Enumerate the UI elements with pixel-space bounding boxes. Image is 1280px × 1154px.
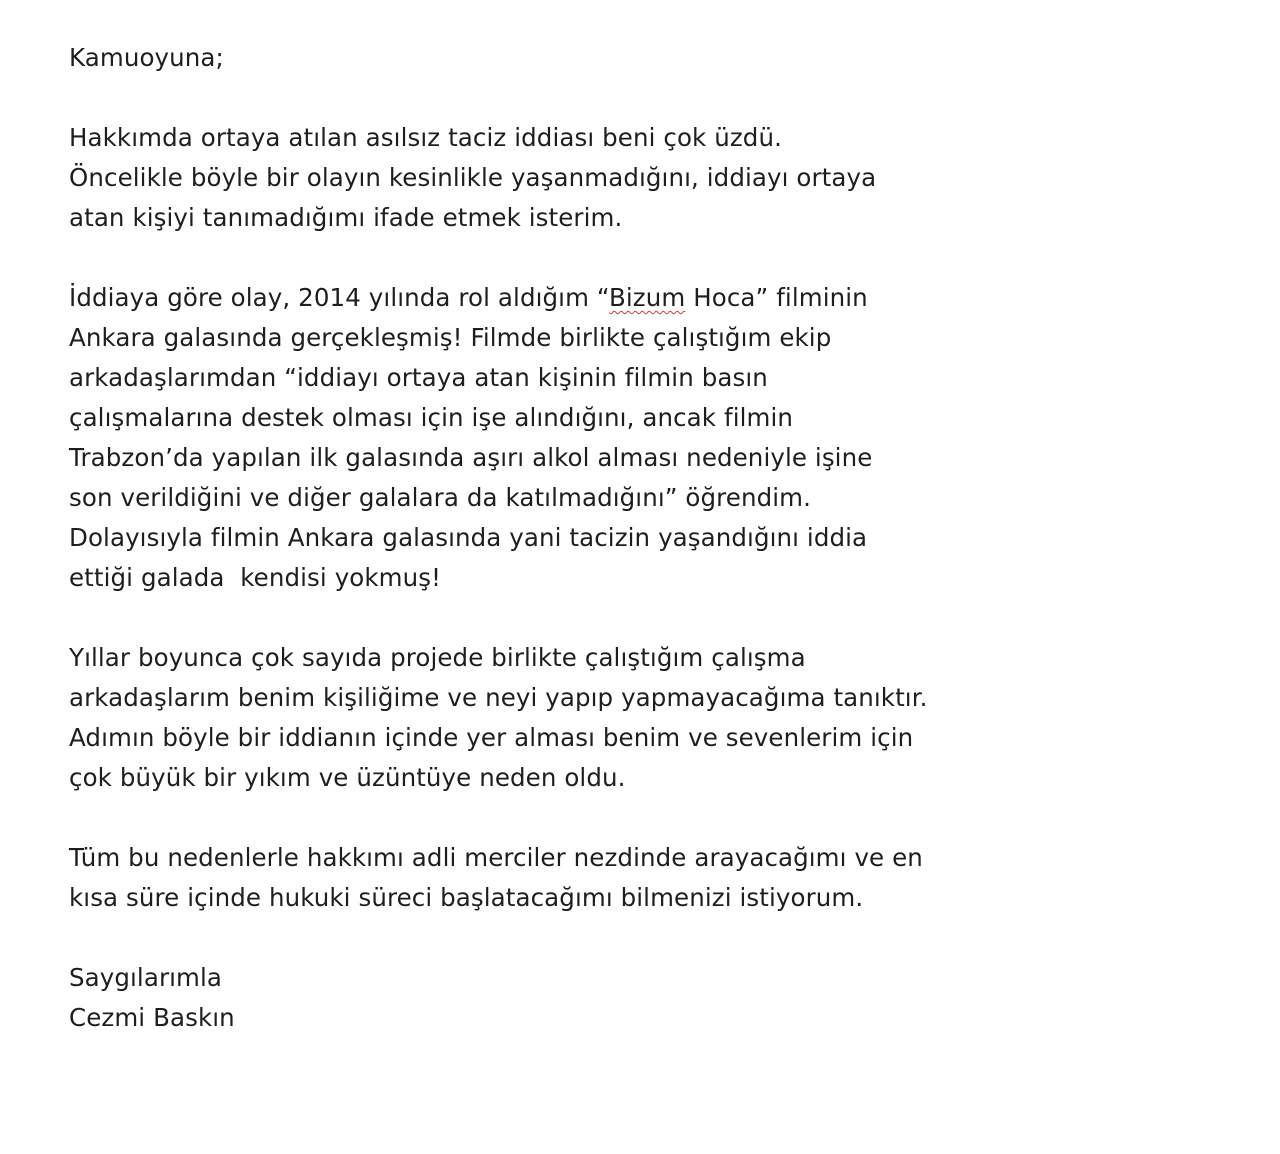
paragraph-gap — [69, 78, 1249, 118]
paragraph-account — [69, 278, 1249, 598]
text-line: son verildiğini ve diğer galalara da katılmadığını” öğrendim. — [69, 483, 811, 512]
text-line: çok büyük bir yıkım ve üzüntüye neden oldu. — [69, 763, 626, 792]
paragraph-denial — [69, 118, 1249, 238]
text-segment: İddiaya göre olay, 2014 yılında rol aldığım “ — [69, 283, 609, 312]
paragraph-colleagues — [69, 638, 1249, 798]
text-line: çalışmalarına destek olması için işe alındığını, ancak filmin — [69, 403, 794, 432]
salutation: Kamuoyuna; — [69, 43, 224, 72]
closing: Saygılarımla — [69, 963, 223, 992]
paragraph-gap — [69, 598, 1249, 638]
text-line: arkadaşlarımdan “iddiayı ortaya atan kişinin filmin basın — [69, 363, 768, 392]
paragraph-gap — [69, 238, 1249, 278]
text-line: kısa süre içinde hukuki süreci başlatacağımı bilmenizi istiyorum. — [69, 883, 864, 912]
text-line: Hakkımda ortaya atılan asılsız taciz iddiası beni çok üzdü. — [69, 123, 782, 152]
spellcheck-underlined-word: Bizum — [608, 283, 686, 312]
text-line: Yıllar boyunca çok sayıda projede birlikte çalıştığım çalışma — [69, 643, 806, 672]
text-segment: Hoca” filminin — [685, 283, 868, 312]
text-line: Dolayısıyla filmin Ankara galasında yani tacizin yaşandığını iddia — [69, 523, 868, 552]
paragraph-gap — [69, 918, 1249, 958]
text-line: Trabzon’da yapılan ilk galasında aşırı alkol alması nedeniyle işine — [69, 443, 873, 472]
text-line: Tüm bu nedenlerle hakkımı adli merciler nezdinde arayacağımı ve en — [69, 843, 923, 872]
text-line: Öncelikle böyle bir olayın kesinlikle yaşanmadığını, iddiayı ortaya — [69, 163, 877, 192]
paragraph-gap — [69, 798, 1249, 838]
text-line: Ankara galasında gerçekleşmiş! Filmde birlikte çalıştığım ekip — [69, 323, 832, 352]
signature-name: Cezmi Baskın — [69, 1003, 235, 1032]
text-line: arkadaşlarım benim kişiliğime ve neyi yapıp yapmayacağıma tanıktır. — [69, 683, 928, 712]
text-line: ettiği galada kendisi yokmuş! — [69, 563, 442, 592]
text-line: Adımın böyle bir iddianın içinde yer alması benim ve sevenlerim için — [69, 723, 914, 752]
paragraph-legal-action — [69, 838, 1249, 918]
statement-document — [69, 38, 1249, 1038]
text-line: atan kişiyi tanımadığımı ifade etmek isterim. — [69, 203, 623, 232]
text-line — [69, 278, 1249, 318]
